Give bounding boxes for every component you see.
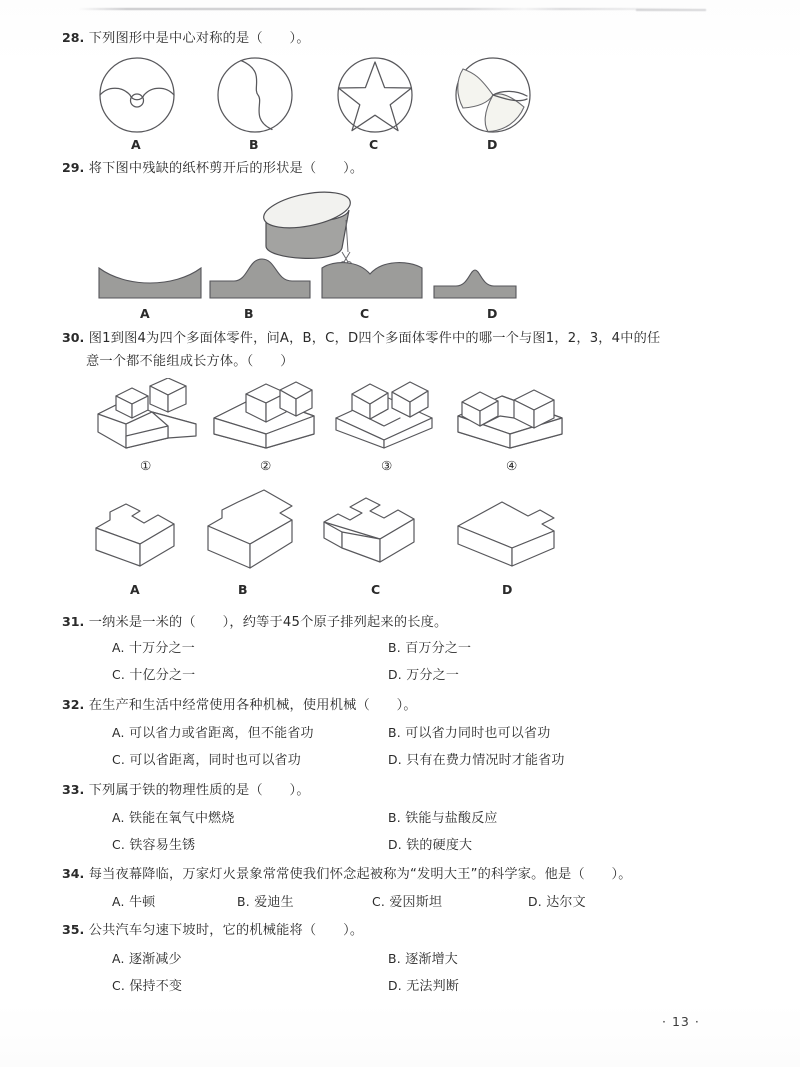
q30-option-figure-c [320, 486, 450, 576]
q28-label-b: B [249, 137, 259, 152]
question-28 [62, 28, 310, 49]
question-32-number: 32. [62, 697, 85, 712]
question-33-option-d-text: 铁的硬度大 [406, 838, 473, 853]
q30-option-label-a: A [130, 582, 140, 597]
question-35-option-c[interactable] [112, 975, 182, 994]
question-32-option-b[interactable] [388, 722, 550, 741]
question-34-option-b-label: B. [237, 894, 250, 909]
q29-label-a: A [140, 306, 150, 321]
question-29 [62, 158, 363, 179]
q28-label-c: C [369, 137, 379, 152]
question-31-option-d-text: 万分之一 [406, 668, 460, 683]
question-34-option-a[interactable] [112, 891, 155, 910]
question-31-option-b-text: 百万分之一 [405, 641, 472, 656]
question-34-option-d-label: D. [528, 894, 542, 909]
question-31-option-d-label: D. [388, 667, 402, 682]
question-33-option-a[interactable] [112, 807, 235, 826]
q28-label-d: D [487, 137, 498, 152]
question-33-option-d[interactable] [388, 834, 472, 853]
question-31-option-a-text: 十万分之一 [128, 641, 195, 656]
question-32-option-a-label: A. [112, 725, 125, 740]
q30-option-figure-b [200, 486, 312, 576]
question-31-option-a-label: A. [112, 640, 125, 655]
question-33-text: 下列属于铁的物理性质的是（ ）。 [88, 783, 310, 798]
question-34-option-c[interactable] [372, 891, 442, 910]
page-number: · 13 · [662, 1014, 700, 1029]
question-32-option-d-text: 只有在费力情况时才能省功 [406, 753, 565, 768]
question-33-option-b-label: B. [388, 810, 401, 825]
question-34-text: 每当夜幕降临，万家灯火景象常常使我们怀念起被称为“发明大王”的科学家。他是（ ）。 [88, 867, 632, 882]
question-30-line2 [86, 352, 294, 372]
q30-stem-label-3: ③ [381, 458, 393, 473]
q30-stem-figure-3 [330, 378, 440, 450]
question-34 [62, 864, 632, 885]
question-34-option-b[interactable] [237, 891, 294, 910]
q29-figure-b [208, 255, 312, 302]
question-34-option-b-text: 爱迪生 [254, 895, 294, 910]
question-35-option-d[interactable] [388, 975, 459, 994]
question-31-option-c-text: 十亿分之一 [129, 668, 196, 683]
question-32-option-c-text: 可以省距离，同时也可以省功 [129, 753, 301, 768]
question-34-option-d[interactable] [528, 891, 586, 910]
question-31-number: 31. [62, 614, 85, 629]
question-28-text: 下列图形中是中心对称的是（ ）。 [88, 31, 310, 46]
q30-stem-figure-4 [452, 378, 567, 450]
question-33-option-a-text: 铁能在氧气中燃烧 [128, 811, 235, 826]
q29-label-c: C [360, 306, 370, 321]
q29-label-b: B [244, 306, 254, 321]
question-35-text: 公共汽车匀速下坡时，它的机械能将（ ）。 [88, 923, 364, 938]
question-29-number: 29. [62, 160, 85, 175]
question-35-option-a[interactable] [112, 948, 182, 967]
question-30-text-line2: 意一个都不能组成长方体。（ ） [86, 354, 294, 369]
question-32-option-a[interactable] [112, 722, 314, 741]
question-34-option-a-label: A. [112, 894, 125, 909]
q29-figure-a [96, 262, 204, 302]
question-35-option-b-label: B. [388, 951, 401, 966]
question-35-option-b-text: 逐渐增大 [405, 952, 458, 967]
question-31-text: 一纳米是一米的（ ），约等于45个原子排列起来的长度。 [88, 615, 448, 630]
question-31-option-b[interactable] [388, 637, 471, 656]
q30-stem-label-2: ② [260, 458, 272, 473]
question-30-number: 30. [62, 330, 85, 345]
q30-option-label-c: C [371, 582, 381, 597]
q28-label-a: A [131, 137, 141, 152]
question-33-option-c-label: C. [112, 837, 125, 852]
question-31-option-c[interactable] [112, 664, 195, 683]
question-34-option-c-text: 爱因斯坦 [389, 895, 443, 910]
question-34-option-a-text: 牛顿 [128, 895, 156, 910]
question-33-number: 33. [62, 782, 85, 797]
q30-option-figure-a [92, 486, 204, 576]
question-31-option-d[interactable] [388, 664, 459, 683]
question-34-number: 34. [62, 866, 85, 881]
question-32-option-c[interactable] [112, 749, 301, 768]
question-34-option-c-label: C. [372, 894, 385, 909]
scan-artifact-line-segment [636, 9, 706, 11]
question-35-option-d-text: 无法判断 [406, 979, 460, 994]
question-32-option-c-label: C. [112, 752, 125, 767]
question-32-option-d[interactable] [388, 749, 565, 768]
question-35-option-a-text: 逐渐减少 [128, 952, 182, 967]
q30-stem-label-1: ① [140, 458, 152, 473]
question-28-number: 28. [62, 30, 85, 45]
question-31 [62, 612, 447, 633]
question-35-option-c-text: 保持不变 [129, 979, 183, 994]
q29-figure-d [432, 268, 518, 302]
question-33-option-b-text: 铁能与盐酸反应 [405, 811, 498, 826]
q29-label-d: D [487, 306, 498, 321]
question-32-option-b-label: B. [388, 725, 401, 740]
q28-figure-d [450, 55, 536, 135]
q30-stem-label-4: ④ [506, 458, 518, 473]
question-32-text: 在生产和生活中经常使用各种机械，使用机械（ ）。 [88, 698, 417, 713]
question-31-option-c-label: C. [112, 667, 125, 682]
question-31-option-a[interactable] [112, 637, 195, 656]
q30-stem-figure-1 [92, 378, 202, 450]
question-32-option-a-text: 可以省力或省距离，但不能省功 [128, 726, 314, 741]
q28-figure-c [332, 55, 418, 135]
q29-figure-c [320, 258, 424, 302]
q28-figure-b [212, 55, 298, 135]
question-35-option-b[interactable] [388, 948, 458, 967]
question-34-option-d-text: 达尔文 [546, 895, 586, 910]
q30-option-label-b: B [238, 582, 248, 597]
question-32-option-d-label: D. [388, 752, 402, 767]
question-30-line1 [62, 328, 660, 349]
question-33 [62, 780, 310, 801]
question-33-option-c[interactable] [112, 834, 195, 853]
question-33-option-d-label: D. [388, 837, 402, 852]
q30-option-figure-d [452, 486, 572, 576]
question-35-number: 35. [62, 922, 85, 937]
question-35-option-a-label: A. [112, 951, 125, 966]
question-29-text: 将下图中残缺的纸杯剪开后的形状是（ ）。 [88, 161, 364, 176]
question-35-option-d-label: D. [388, 978, 402, 993]
question-31-option-b-label: B. [388, 640, 401, 655]
question-35-option-c-label: C. [112, 978, 125, 993]
question-32-option-b-text: 可以省力同时也可以省功 [405, 726, 551, 741]
question-30-text-line1: 图1到图4为四个多面体零件，问A，B，C，D四个多面体零件中的哪一个与图1，2，3，4中的任 [88, 331, 661, 346]
question-33-option-b[interactable] [388, 807, 498, 826]
q30-stem-figure-2 [210, 378, 320, 450]
question-33-option-a-label: A. [112, 810, 125, 825]
question-33-option-c-text: 铁容易生锈 [129, 838, 196, 853]
q30-option-label-d: D [502, 582, 513, 597]
question-32 [62, 695, 417, 716]
scan-artifact-line [78, 8, 698, 10]
q28-figure-a [94, 55, 180, 135]
question-35 [62, 920, 363, 941]
